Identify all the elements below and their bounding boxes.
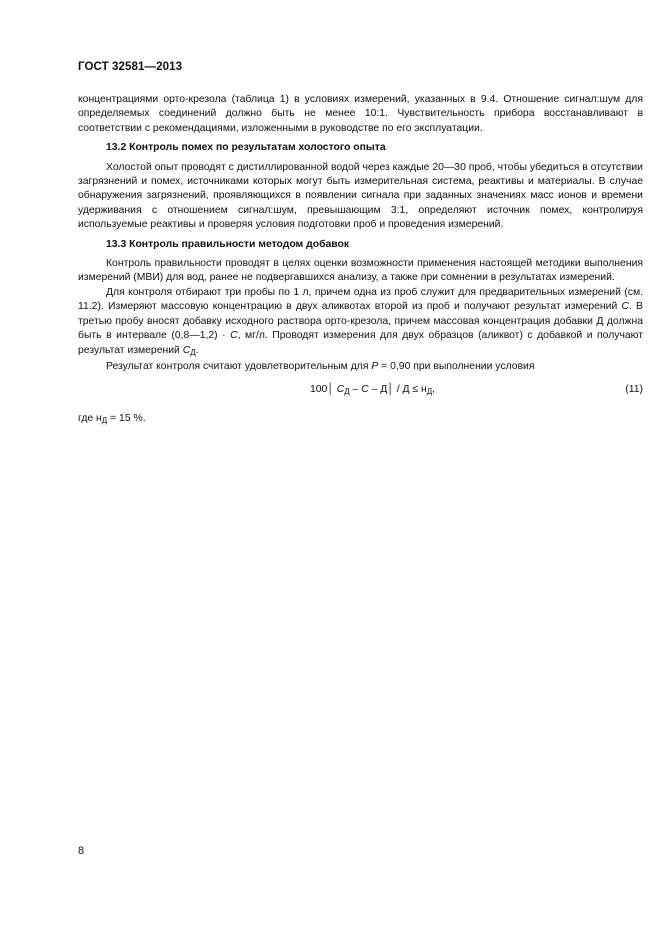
formula-part: , [432, 384, 436, 396]
symbol-C: C [230, 330, 238, 342]
paragraph-sampling [78, 286, 643, 360]
where-clause [78, 412, 643, 428]
section-heading-13-3: 13.3 Контроль правильности методом добавок [106, 238, 350, 250]
paragraph-blank-test: Холостой опыт проводят с дистиллированной водой через каждые 20—30 проб, чтобы убедиться в отсутствии загрязнений и помех, источниками которых могут быть измерительная система, реактивы и материалы. В случае обнаружения загрязнений, проявляющихся в появлении сигнала при заданных значениях масс ионов и времени удерживания с отношением сигнал:шум, превышающим 3:1, определяют источник помех, контролируя используемые реактивы и проверяя условия подготовки проб и проведения измерений. [78, 161, 643, 231]
formula-symbol-C: C [361, 384, 369, 396]
equation-number: (11) [625, 384, 643, 396]
formula-row [78, 380, 643, 402]
formula-11 [310, 383, 435, 399]
formula-subscript: Д [344, 387, 350, 397]
text-run: Результат контроля считают удовлетворительным для [106, 360, 372, 372]
formula-symbol-C: C [336, 384, 345, 396]
subscript-d: Д [190, 347, 196, 357]
text-run: . [195, 344, 199, 356]
formula-part: 100│ [310, 384, 334, 396]
formula-subscript: Д [426, 387, 433, 397]
text-run: . В третью пробу вносят добавку исходного раствора орто-крезола, причем массовая концентрация добавки Д должна быть в интервале (0,8—1,2) · [78, 301, 643, 342]
symbol-C: C [621, 301, 629, 313]
paragraph-accuracy-control: Контроль правильности проводят в целях оценки возможности применения настоящей методики выполнения измерений (МВИ) для вод, ранее не подвергавшихся анализу, а также при сомнении в результатах измерений. [78, 258, 643, 284]
text-run: = 0,90 при выполнении условия [378, 360, 535, 372]
page-number: 8 [78, 845, 85, 857]
symbol-C-d: C [182, 344, 191, 356]
text-run: где н [78, 413, 102, 425]
subscript-d: Д [101, 416, 108, 426]
symbol-P: P [371, 360, 379, 372]
formula-part: – [349, 384, 362, 396]
text-run: = 15 %. [107, 413, 146, 425]
formula-part: – Д│ / Д ≤ н [368, 384, 427, 396]
section-heading-13-2: 13.2 Контроль помех по результатам холостого опыта [106, 142, 386, 154]
text-run: Для контроля отбирают три пробы по 1 л, причем одна из проб служит для предварительных измерений (см. 11.2). Измеряют массовую концентрацию в двух аликвотах второй из проб и получают результат измерений [78, 286, 643, 313]
text-run: , мг/л. Проводят измерения для двух образцов (аликвот) с добавкой и получают результат измерений [78, 330, 643, 356]
document-body [78, 93, 643, 429]
paragraph-continuation: концентрациями орто-крезола (таблица 1) в условиях измерений, указанных в 9.4. Отношение сигнал:шум для определяемых соединений должно быть не менее 10:1. Чувствительность прибора восстанавливают в соответствии с рекомендациями, изложенными в руководстве по его эксплуатации. [78, 94, 643, 134]
paragraph-condition [78, 360, 643, 374]
document-header: ГОСТ 32581—2013 [78, 61, 183, 73]
